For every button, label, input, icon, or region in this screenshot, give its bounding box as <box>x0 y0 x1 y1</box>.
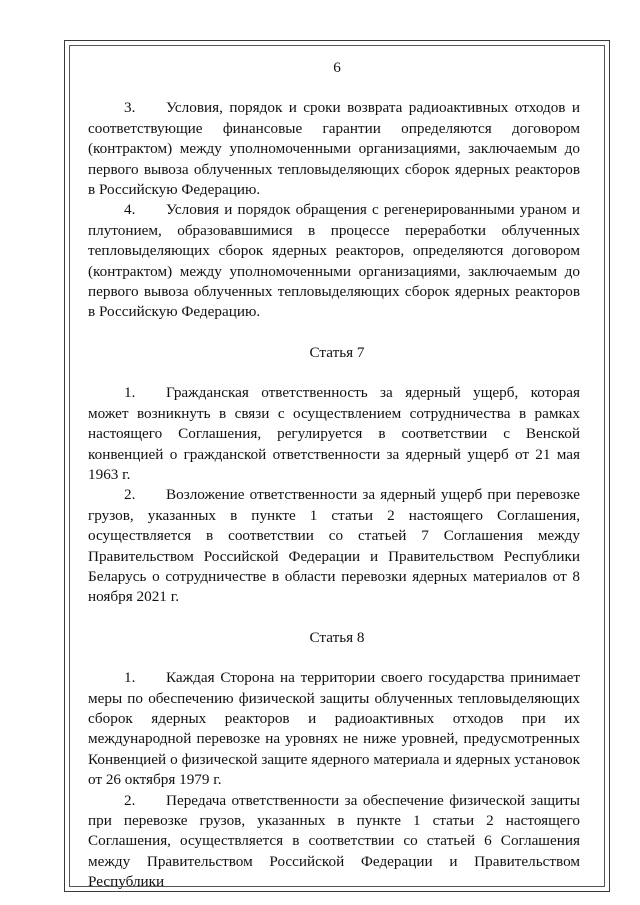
article-8-paragraph-2 <box>88 791 580 893</box>
paragraph-number: 4. <box>124 201 136 219</box>
article-7-paragraph-2 <box>88 485 580 607</box>
paragraph-number: 1. <box>124 384 136 402</box>
paragraph-text: Условия, порядок и сроки возврата радиоактивных отходов и соответствующие финансовые гарантии определяются договором (контрактом) между уполномоченными организациями, заключаемым до первого вывоза облученных тепловыделяющих сборок ядерных реакторов в Российскую Федерацию. <box>88 99 580 199</box>
paragraph-text: Условия и порядок обращения с регенерированными ураном и плутонием, образовавшимися в процессе переработки облученных тепловыделяющих сборок ядерных реакторов, определяются договором (контрактом) между уполномоченными организациями, заключаемым до первого вывоза облученных тепловыделяющих сборок ядерных реакторов в Российскую Федерацию. <box>88 201 580 321</box>
article-7-heading: Статья 7 <box>309 343 365 361</box>
paragraph-number: 1. <box>124 669 136 687</box>
paragraph-number: 2. <box>124 791 136 809</box>
article-7-paragraph-1 <box>88 383 580 485</box>
paragraph-number: 2. <box>124 486 136 504</box>
article-8-paragraph-1 <box>88 668 580 790</box>
paragraph-text: Гражданская ответственность за ядерный ущерб, которая может возникнуть в связи с осуществлением сотрудничества в рамках настоящего Соглашения, регулируется в соответствии с Венской конвенцией о гражданской ответственности за ядерный ущерб от 21 мая 1963 г. <box>88 384 580 483</box>
paragraph-number: 3. <box>124 99 136 117</box>
paragraph-4 <box>88 200 580 322</box>
article-8-heading: Статья 8 <box>309 628 365 646</box>
paragraph-text: Возложение ответственности за ядерный ущерб при перевозке грузов, указанных в пункте 1 статьи 2 настоящего Соглашения, осуществляется в соответствии со статьей 7 Соглашения между Правительством Российской Федерации и Правительством Республики Беларусь о сотрудничестве в области перевозки ядерных материалов от 8 ноября 2021 г. <box>88 486 580 606</box>
paragraph-3 <box>88 98 580 200</box>
paragraph-text: Передача ответственности за обеспечение физической защиты при перевозке грузов, указанных в пункте 1 статьи 2 настоящего Соглашения, осуществляется в соответствии со статьей 6 Соглашения между Правительством Российской Федерации и Правительством Республики <box>88 791 580 891</box>
page-number: 6 <box>333 59 341 76</box>
page-content <box>88 58 580 893</box>
paragraph-text: Каждая Сторона на территории своего государства принимает меры по обеспечению физической защиты облученных тепловыделяющих сборок ядерных реакторов и радиоактивных отходов при их международной перевозке на уровнях не ниже уровней, предусмотренных Конвенцией о физической защите ядерного материала и ядерных установок от 26 октября 1979 г. <box>88 669 580 789</box>
